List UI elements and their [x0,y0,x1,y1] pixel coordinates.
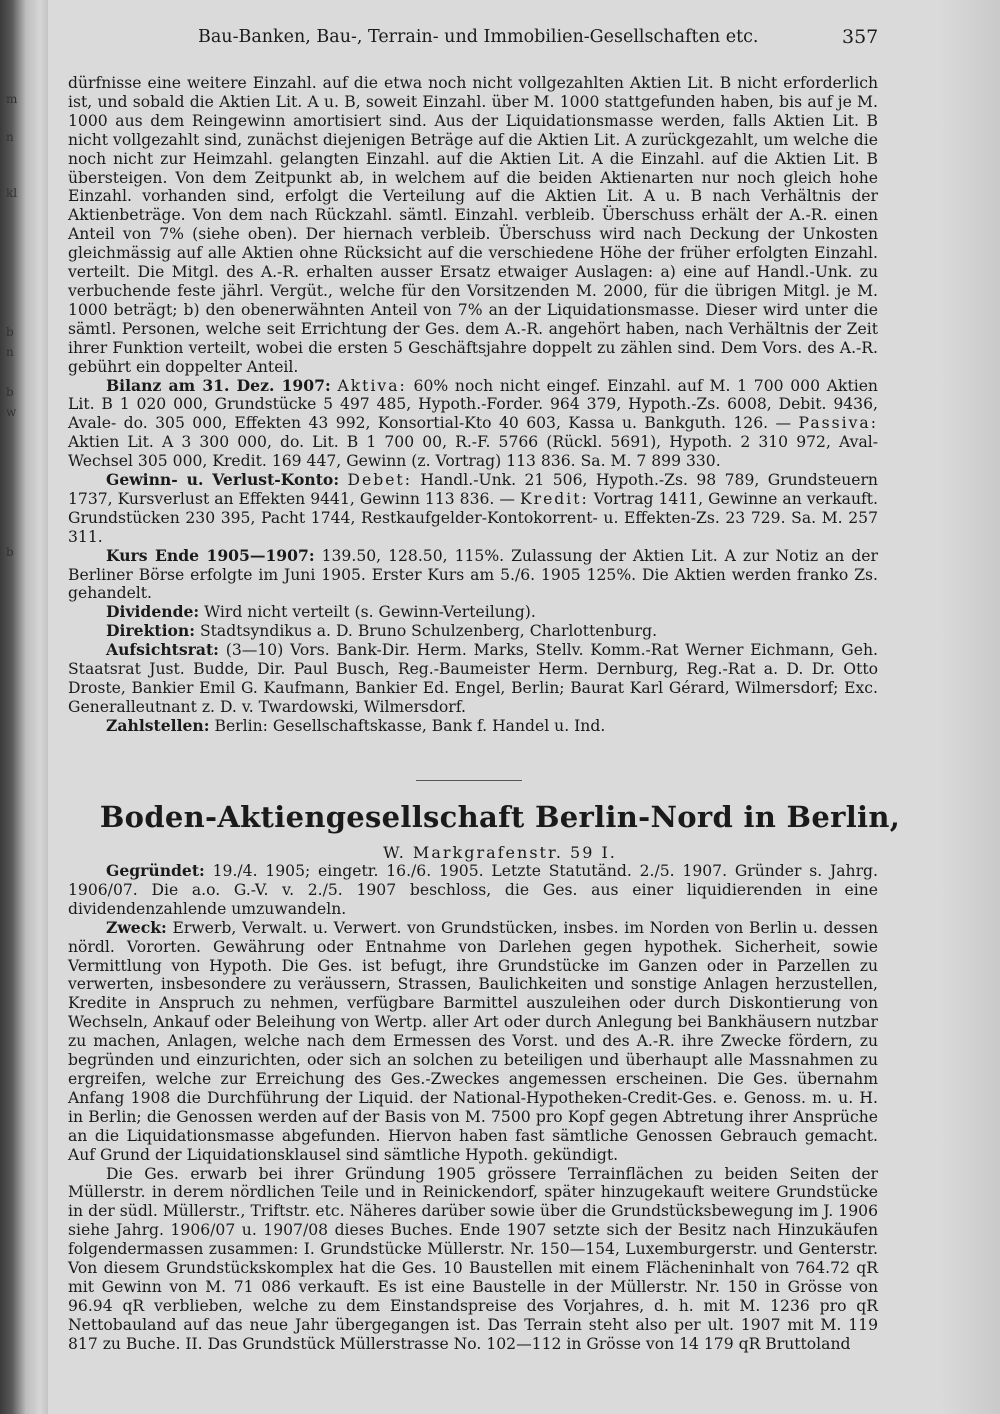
bilanz-label: Bilanz am 31. Dez. 1907: [106,375,331,395]
section-continuation [68,74,878,736]
margin-fragment: b [6,325,14,339]
margin-fragment: n [6,130,14,144]
kredit-label: Kredit: [519,489,589,508]
page-edge-shadow [940,0,1000,1414]
zahlstellen-text: Berlin: Gesellschaftskasse, Bank f. Handel u. Ind. [214,716,606,735]
zahlstellen-label: Zahlstellen: [106,715,210,735]
direktion-text: Stadtsyndikus a. D. Bruno Schulzenberg, Charlottenburg. [199,622,658,641]
kurs-text: 139.50, 128.50, 115%. Zulassung der Aktien Lit. A zur Notiz an der Berliner Börse erfolgte im Juni 1905. Erster Kurs am 5./6. 1905 125%. Die Aktien werden franko Zs. gehandelt. [68,546,878,603]
dividende-text: Wird nicht verteilt (s. Gewinn-Verteilung). [204,603,536,622]
guv-paragraph [68,471,878,547]
aufsichtsrat-text: (3—10) Vors. Bank-Dir. Herm. Marks, Stellv. Komm.-Rat Werner Eichmann, Geh. Staatsrat Just. Budde, Dir. Paul Busch, Reg.-Baumeister Herm. Dernburg, Reg.-Rat a. D. Dr. Otto Droste, Bankier Emil G. Kaufmann, Bankier Ed. Engel, Berlin; Baurat Karl Gérard, Wilmersdorf; Exc. Generalleutnant z. D. v. Twardowski, Wilmersdorf. [68,641,878,716]
gegruendet-paragraph [68,862,878,919]
page-number: 357 [842,26,879,48]
previous-page-strip [0,0,48,1414]
margin-fragment: kl [6,186,18,200]
aktiva-text: 60% noch nicht eingef. Einzahl. auf M. 1 700 000 Aktien Lit. B 1 020 000, Grundstücke 5 497 485, Hypoth.-Forder. 964 379, Hypoth.-Zs. 6008, Debit. 9436, Avale- do. 305 000, Effekten 43 992, Konsortial-Kto 40 603, Kassa u. Bankguth. 126. — [68,376,878,433]
running-header [48,24,948,50]
aktiva-label: Aktiva: [337,376,407,395]
section-divider [416,780,522,781]
zweck-text: Erwerb, Verwalt. u. Verwert. von Grundstücken, insbes. im Norden von Berlin u. dessen nördl. Vororten. Gewährung oder Entnahme von Darlehen gegen hypothek. Sicherheit, sowie Vermittlung von Hypoth. Die Ges. ist befugt, ihre Grundstücke im Ganzen oder in Parzellen zu verwerten, insbesondere zu veräussern, Strassen, Baulichkeiten und sonstige Anlagen herzustellen, Kredite in Anspruch zu nehmen, verfügbare Barmittel auszuleihen oder durch Diskontierung von Wechseln, Ankauf oder Beleihung von Wertp. aller Art oder durch Anlegung bei Bankhäusern nutzbar zu machen, Anlagen, welche nach dem Ermessen des Vorst. und des A.-R. ihre Zwecke fördern, zu begründen und einzurichten, oder sich an solchen zu beteiligen und überhaupt alle Massnahmen zu ergreifen, welche zur Erreichung des Ges.-Zweckes angemessen erscheinen. Die Ges. übernahm Anfang 1908 die Durchführung der Liquid. der National-Hypotheken-Credit-Ges. e. Genoss. m. u. H. in Berlin; die Genossen werden auf der Basis von M. 7500 pro Kopf gegen Abtretung ihrer Ansprüche an die Liquidationsmasse abgefunden. Hiervon haben fast sämtliche Genossen Gebrauch gemacht. Auf Grund der Liquidationsklausel sind sämtliche Hypoth. gekündigt. [68,918,878,1164]
kredit-text: Vortrag 1411, Gewinne an verkauft. Grundstücken 230 395, Pacht 1744, Restkaufgelder-Kontokorrent- u. Effekten-Zs. 23 729. Sa. M. 257 311. [68,489,878,546]
direktion-label: Direktion: [106,621,196,641]
company-title: Boden-Aktiengesellschaft Berlin-Nord in Berlin, [99,800,901,834]
gegruendet-text: 19./4. 1905; eingetr. 16./6. 1905. Letzte Statutänd. 2./5. 1907. Gründer s. Jahrg. 1906/07. Die a.o. G.-V. v. 2./5. 1907 beschloss, die Ges. aus einer liquidierenden in eine dividendenzahlende umzuwandeln. [68,862,878,918]
margin-fragment: w [6,405,17,419]
aufsichtsrat-paragraph [68,641,878,717]
margin-fragment: b [6,545,14,559]
header-title: Bau-Banken, Bau-, Terrain- und Immobilien-Gesellschaften etc. [198,27,759,47]
bilanz-paragraph [68,377,878,472]
margin-fragment: m [6,92,18,106]
zweck-paragraph [68,919,878,1165]
dividende-label: Dividende: [106,602,200,622]
company-entry [68,862,878,1354]
passiva-label: Passiva: [798,414,878,433]
kurs-paragraph [68,547,878,604]
dividende-paragraph [68,603,878,622]
debet-label: Debet: [347,471,412,490]
gegruendet-label: Gegründet: [106,861,205,880]
direktion-paragraph [68,622,878,641]
zahlstellen-paragraph [68,717,878,736]
page [48,0,1000,1414]
guv-label: Gewinn- u. Verlust-Konto: [106,470,340,490]
margin-fragment: b [6,385,14,399]
terrain-paragraph: Die Ges. erwarb bei ihrer Gründung 1905 grössere Terrainflächen zu beiden Seiten der Müllerstr. in derem nördlichen Teile und in Reinickendorf, später hinzugekauft weitere Grundstücke in der südl. Müllerstr., Triftstr. etc. Näheres darüber sowie über die Grundstücksbewegung im J. 1906 siehe Jahrg. 1906/07 u. 1907/08 dieses Buches. Ende 1907 setzte sich der Besitz nach Hinzukäufen folgendermassen zusammen: I. Grundstücke Müllerstr. Nr. 150—154, Luxemburgerstr. und Genterstr. Von diesem Grundstückskomplex hat die Ges. 10 Baustellen mit einem Flächeninhalt von 764.72 qR mit Gewinn von M. 71 086 verkauft. Es ist eine Baustelle in der Müllerstr. Nr. 150 in Grösse von 96.94 qR verblieben, welche zu dem Einstandspreise des Vorjahres, d. h. mit M. 1236 pro qR Nettobauland auf das neue Jahr übergegangen ist. Das Terrain steht also per ult. 1907 mit M. 119 817 zu Buche. II. Das Grundstück Müllerstrasse No. 102—112 in Grösse von 14 179 qR Bruttoland [68,1164,878,1353]
margin-fragment: n [6,345,14,359]
zweck-label: Zweck: [106,917,167,937]
passiva-text: Aktien Lit. A 3 300 000, do. Lit. B 1 700 00, R.-F. 5766 (Rückl. 5691), Hypoth. 2 310 972, Aval-Wechsel 305 000, Kredit. 169 447, Gewinn (z. Vortrag) 113 836. Sa. M. 7 899 330. [68,433,878,471]
company-address: W. Markgrafenstr. 59 I. [383,843,617,862]
kurs-label: Kurs Ende 1905—1907: [106,545,315,565]
aufsichtsrat-label: Aufsichtsrat: [106,640,219,660]
debet-text: Handl.-Unk. 21 506, Hypoth.-Zs. 98 789, Grundsteuern 1737, Kursverlust an Effekten 9441, Gewinn 113 836. — [68,471,878,508]
intro-paragraph: dürfnisse eine weitere Einzahl. auf die etwa noch nicht vollgezahlten Aktien Lit. B nicht erforderlich ist, und sobald die Aktien Lit. A u. B, soweit Einzahl. über M. 1000 stattgefunden haben, bis auf je M. 1000 aus dem Reingewinn amortisiert sind. Aus der Liquidationsmasse werden, falls Aktien Lit. B nicht vollgezahlt sind, zunächst diejenigen Beträge auf die Aktien Lit. A zurückgezahlt, um welche die noch nicht zur Heimzahl. gelangten Einzahl. auf die Aktien Lit. A die Einzahl. auf die Aktien Lit. B übersteigen. Von dem Zeitpunkt ab, in welchem auf die beiden Aktienarten nur noch gleich hohe Einzahl. vorhanden sind, erfolgt die Verteilung auf die Aktien Lit. A u. B nach Verhältnis der Aktienbeträge. Von dem nach Rückzahl. sämtl. Einzahl. verbleib. Überschuss erhält der A.-R. einen Anteil von 7% (siehe oben). Der hiernach verbleib. Überschuss wird nach Deckung der Unkosten gleichmässig auf alle Aktien ohne Rücksicht auf die verschiedene Höhe der früher erfolgten Einzahl. verteilt. Die Mitgl. des A.-R. erhalten ausser Ersatz etwaiger Auslagen: a) eine auf Handl.-Unk. zu verbuchende feste jährl. Vergüt., welche für den Vorsitzenden M. 2000, für die übrigen Mitgl. je M. 1000 beträgt; b) den obenerwähnten Anteil von 7% an der Liquidationsmasse. Dieser wird unter die sämtl. Personen, welche seit Errichtung der Ges. dem A.-R. angehört haben, nach Verhältnis der Zeit ihrer Funktion verteilt, wobei die ersten 5 Geschäftsjahre doppelt zu zählen sind. Dem Vors. des A.-R. gebührt ein doppelter Anteil. [68,74,878,376]
